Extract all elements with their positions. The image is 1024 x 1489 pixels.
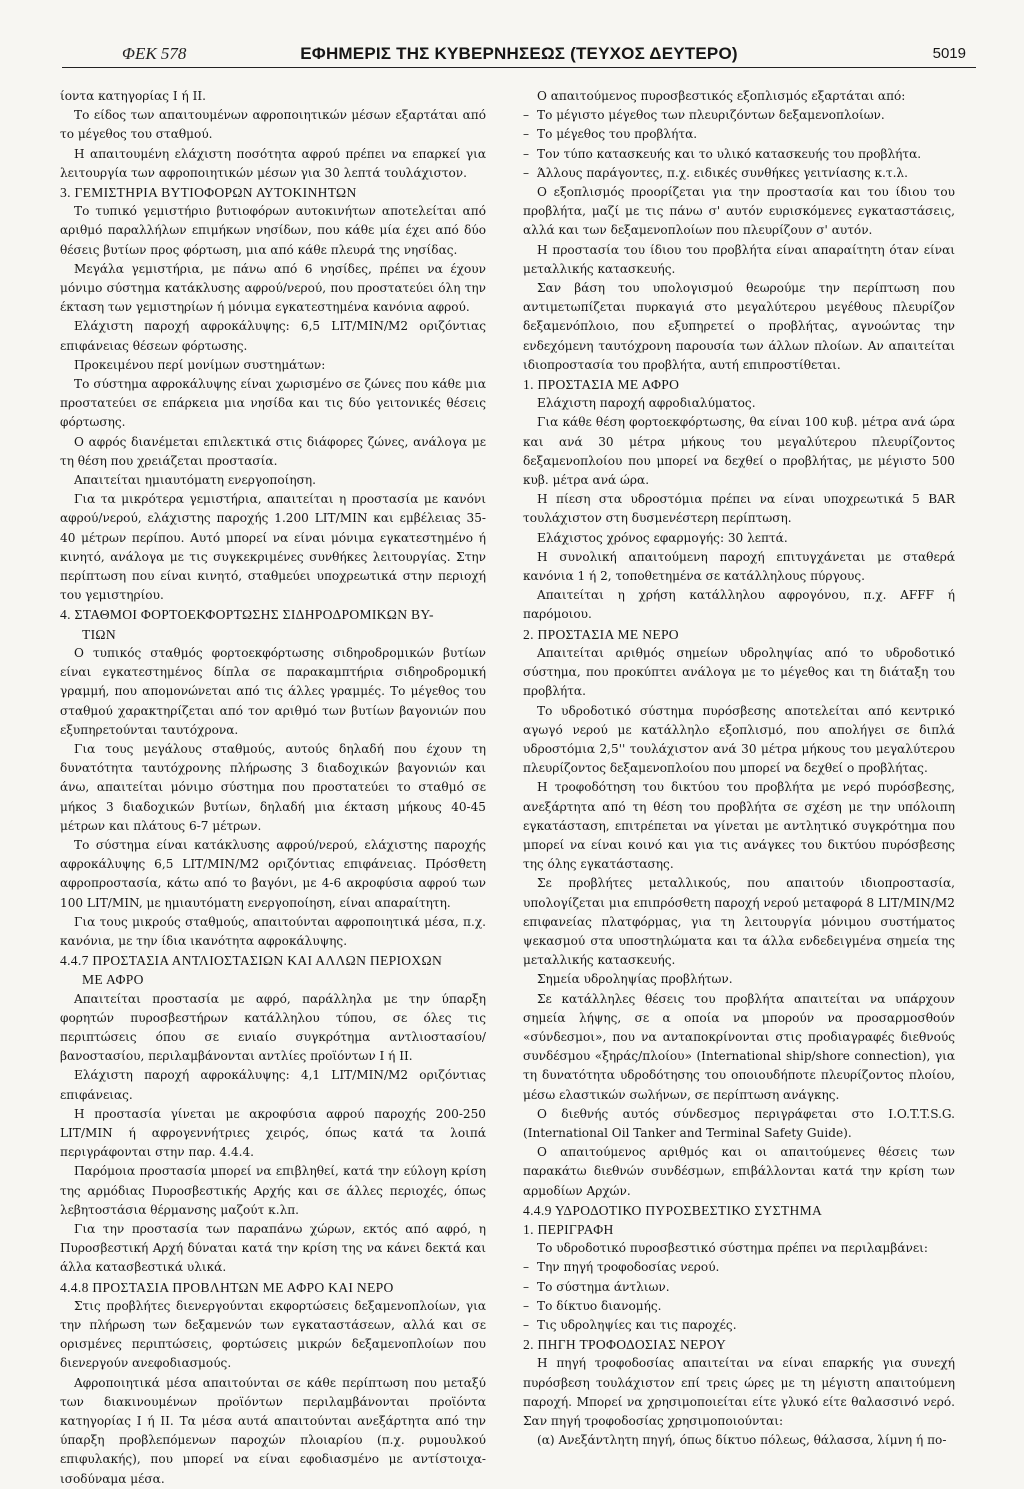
paragraph: Το τυπικό γεμιστήριο βυτιοφόρων αυτοκινήτων αποτελείται από αριθμό παραλλήλων επιμήκων νησίδων, που κάθε μία έχει από δύο θέσεις βυτίων προς φόρτωση, μια από κάθε πλευρά της νησίδας. <box>60 204 486 257</box>
list-item-text: Το μέγιστο μέγεθος των πλευριζόντων δεξαμενοπλοίων. <box>537 108 885 123</box>
paragraph: (α) Ανεξάντλητη πηγή, όπως δίκτυο πόλεως, θάλασσα, λίμνη ή πο- <box>537 1433 947 1448</box>
paragraph: Παρόμοια προστασία μπορεί να επιβληθεί, κατά την εύλογη κρίση της αρμόδιας Πυροσβεστικής Αρχής και σε άλλες περιοχές, όπως λεβητοστάσια θέρμανσης μαζούτ κ.λπ. <box>60 1164 486 1217</box>
paragraph: Η προστασία γίνεται με ακροφύσια αφρού παροχής 200-250 LIT/MIN ή αφρογεννήτριες χειρός, όπως κατά τα λοιπά περιγράφονται στην παρ. 4.4.4. <box>60 1106 486 1160</box>
paragraph: Σημεία υδροληψίας προβλήτων. <box>537 972 733 987</box>
dash-bullet: – <box>523 1279 530 1294</box>
paragraph: Το είδος των απαιτουμένων αφροποιητικών μέσων εξαρτάται από το μέγεθος του σταθμού. <box>60 108 486 142</box>
paragraph: Το σύστημα αφροκάλυψης είναι χωρισμένο σε ζώνες που κάθε μια προστατεύει σε επάρκεια μια νησίδα και τις δύο γειτονικές θέσεις φόρτωσης. <box>60 377 486 430</box>
paragraph: Σε κατάλληλες θέσεις του προβλήτα απαιτείται να υπάρχουν σημεία λήψης, σε α οποία να μπορούν να προσαρμοσθούν «σύνδεσμοι», που να ανταποκρίνονται στις προδιαγραφές διεθνούς συνδέσμου «ξηράς/πλοίου» (International ship/shore connection), για τη δυνατότητα υδροδότησης του οποιουδήποτε πλευρίζοντος πλοίου, μέσω ελαστικών σωλήνων, σε περίπτωση ανάγκης. <box>523 991 955 1102</box>
list-item <box>523 1278 955 1297</box>
list-item-text: Το σύστημα άντλιων. <box>537 1279 670 1294</box>
paragraph: Η προστασία του ίδιου του προβλήτα είναι απαραίτητη όταν είναι μεταλλικής κατασκευής. <box>523 242 955 276</box>
paragraph: Για τα μικρότερα γεμιστήρια, απαιτείται η προστασία με κανόνι αφρού/νερού, ελάχιστης παροχής 1.200 LIT/MIN και εμβέλειας 35-40 μέτρων περίπου. Αυτό μπορεί να είναι μόνιμα εγκατεστημένο ή κινητό, ανάλογα με τις συγκεκριμένες συνθήκες λειτουργίας. Στην περίπτωση που είναι κινητό, σταθμεύει υποχρεωτικά στην περιοχή του γεμιστηρίου. <box>60 492 486 603</box>
heading-line: ΤΙΩΝ <box>82 626 116 642</box>
paragraph: Ελάχιστη παροχή αφροκάλυψης: 6,5 LIT/MIN/M2 οριζόντιας επιφάνειας θέσεων φόρτωσης. <box>60 319 486 353</box>
paragraph: Ο εξοπλισμός προορίζεται για την προστασία και του ίδιου του προβλήτα, μαζί με τις πάνω σ' αυτόν ευρισκόμενες εγκαταστάσεις, αλλά και των δεξαμενοπλοίων που πλευρίζουν σ' αυτόν. <box>523 185 955 238</box>
paragraph: Ο απαιτούμενος αριθμός και οι απαιτούμενες θέσεις των παρακάτω διεθνών συνδέσμων, επιβάλλονται κατά την κρίση των αρμοδίων Αρχών. <box>523 1145 955 1198</box>
header-rule <box>62 67 976 68</box>
page-number: 5019 <box>932 45 966 62</box>
heading-line: 4. ΣΤΑΘΜΟΙ ΦΟΡΤΟΕΚΦΟΡΤΩΣΗΣ ΣΙΔΗΡΟΔΡΟΜΙΚΩΝ ΒΥ- <box>60 607 434 623</box>
dash-bullet: – <box>523 127 530 142</box>
paragraph: Ο τυπικός σταθμός φορτοεκφόρτωσης σιδηροδρομικών βυτίων είναι εγκατεστημένος δίπλα σε παρακαμπτήρια σιδηροδρομική γραμμή, που απομονώνεται από τις άλλες γραμμές. Το μέγεθος του σταθμού χαρακτηρίζεται από τον αριθμό των βυτίων βαγονιών που εξυπηρετούνται ταυτόχρονα. <box>60 645 486 737</box>
dash-bullet: – <box>523 165 530 180</box>
list-item <box>523 1258 955 1277</box>
paragraph: Μεγάλα γεμιστήρια, με πάνω από 6 νησίδες, πρέπει να έχουν μόνιμο σύστημα κατάκλυσης αφρού/νερού, που προστατεύει όλη την έκταση των γεμιστηρίων ή μόνιμα εγκατεστημένα κανόνια αφρού. <box>60 261 486 315</box>
list-item-text: Την πηγή τροφοδοσίας νερού. <box>537 1260 720 1275</box>
dash-bullet: – <box>523 1298 530 1313</box>
paragraph: Ο διεθνής αυτός σύνδεσμος περιγράφεται στο I.O.T.T.S.G. (International Oil Tanker and Terminal Safety Guide). <box>523 1106 955 1140</box>
paragraph: Η απαιτουμένη ελάχιστη ποσότητα αφρού πρέπει να επαρκεί για λειτουργία των αφροποιητικών μέσων για 30 λεπτά τουλάχιστον. <box>60 146 486 180</box>
paragraph: Στις προβλήτες διενεργούνται εκφορτώσεις δεξαμενοπλοίων, για την πλήρωση των δεξαμενών των εγκαταστάσεων, αλλά και σε ορισμένες περιπτώσεις, φορτώσεις μικρών δεξαμενοπλοίων που διενεργούν ανεφοδιασμούς. <box>60 1298 486 1371</box>
list-item <box>523 145 955 164</box>
paragraph: Η τροφοδότηση του δικτύου του προβλήτα με νερό πυρόσβεσης, ανεξάρτητα από τη θέση του προβλήτα σε σχέση με την υπόλοιπη εγκατάσταση, επιτρέπεται να γίνεται με αντλητικό συγκρότημα που μπορεί να είναι κοινό και για τις ανάγκες του δικτύου πυρόσβεσης της όλης εγκατάστασης. <box>523 780 955 872</box>
dash-bullet: – <box>523 108 530 123</box>
paragraph: Ελάχιστη παροχή αφροκάλυψης: 4,1 LIT/MIN/M2 οριζόντιας επιφάνειας. <box>60 1068 486 1102</box>
section-heading: 1. ΠΕΡΙΓΡΑΦΗ <box>523 1221 614 1237</box>
handwritten-code: ΦΕΚ 578 <box>122 44 187 63</box>
dash-bullet: – <box>523 146 530 161</box>
section-heading: 2. ΠΗΓΗ ΤΡΟΦΟΔΟΣΙΑΣ ΝΕΡΟΥ <box>523 1337 727 1353</box>
paragraph: Το σύστημα είναι κατάκλυσης αφρού/νερού, ελάχιστης παροχής αφροκάλυψης 6,5 LIT/MIN/M2 οριζόντιας επιφάνειας. Πρόσθετη αφροπροστασία, κάτω από το βαγόνι, με 4-6 ακροφύσια αφρού των 100 LIT/MIN, με ημιαυτόματη ενεργοποίηση, είναι απαραίτητη. <box>60 837 486 910</box>
heading-line: ΜΕ ΑΦΡΟ <box>82 972 144 988</box>
paragraph: Ελάχιστη παροχή αφροδιαλύματος. <box>537 396 756 411</box>
list-item-text: Άλλους παράγοντες, π.χ. ειδικές συνθήκες γειτνίασης κ.τ.λ. <box>537 165 908 180</box>
gazette-title: ΕΦΗΜΕΡΙΣ ΤΗΣ ΚΥΒΕΡΝΗΣΕΩΣ (ΤΕΥΧΟΣ ΔΕΥΤΕΡΟ) <box>300 44 738 63</box>
section-heading: 3. ΓΕΜΙΣΤΗΡΙΑ ΒΥΤΙΟΦΟΡΩΝ ΑΥΤΟΚΙΝΗΤΩΝ <box>60 185 357 201</box>
paragraph: Ο αφρός διανέμεται επιλεκτικά στις διάφορες ζώνες, ανάλογα με τη θέση που χρειάζεται προστασία. <box>60 434 486 468</box>
list-item-text: Το μέγεθος του προβλήτα. <box>537 127 698 142</box>
paragraph: Σαν βάση του υπολογισμού θεωρούμε την περίπτωση που αντιμετωπίζεται πυρκαγιά στο μεγαλύτερου μεγέθους πλευρίζον δεξαμενόπλοιο, που εξυπηρετεί ο προβλήτας, αγνοώντας την ενδεχόμενη ταυτόχρονη παρουσία των άλλων πλοίων. Αν απαιτείται ιδιοπροστασία του προβλήτα, αυτή επιπροστίθεται. <box>523 281 955 372</box>
paragraph: Για τους μεγάλους σταθμούς, αυτούς δηλαδή που έχουν τη δυνατότητα ταυτόχρονης πλήρωσης 3 διαδοχικών βαγονιών και άνω, απαιτείται μόνιμο σύστημα που προστατεύει το σταθμό σε μήκος 3 διαδοχικών βυτίων, δηλαδή μια έκταση μήκους 40-45 μέτρων και πλάτους 6-7 μέτρων. <box>60 741 486 833</box>
list-item-text: Τις υδροληψίες και τις παροχές. <box>537 1318 737 1332</box>
paragraph: Ο απαιτούμενος πυροσβεστικός εξοπλισμός εξαρτάται από: <box>537 89 906 103</box>
list-item-text: Το δίκτυο διανομής. <box>537 1298 662 1313</box>
list-item <box>523 106 955 125</box>
list-item <box>523 164 955 183</box>
page-header <box>62 36 976 66</box>
paragraph: Για την προστασία των παραπάνω χώρων, εκτός από αφρό, η Πυροσβεστική Αρχή δύναται κατά την κρίση της να κάνει δεκτά και άλλα κατασβεστικά υλικά. <box>60 1221 486 1275</box>
left-column <box>60 87 486 1489</box>
paragraph: Απαιτείται ημιαυτόματη ενεργοποίηση. <box>74 473 316 488</box>
paragraph: Η πίεση στα υδροστόμια πρέπει να είναι υποχρεωτικά 5 BAR τουλάχιστον στη δυσμενέστερη περίπτωση. <box>523 492 955 526</box>
paragraph: Προκειμένου περί μονίμων συστημάτων: <box>74 357 326 372</box>
paragraph: Ελάχιστος χρόνος εφαρμογής: 30 λεπτά. <box>537 530 788 545</box>
list-item <box>523 1297 955 1316</box>
heading-line: 4.4.7 ΠΡΟΣΤΑΣΙΑ ΑΝΤΛΙΟΣΤΑΣΙΩΝ ΚΑΙ ΑΛΛΩΝ ΠΕΡΙΟΧΩΝ <box>60 953 443 969</box>
section-heading <box>60 951 486 989</box>
paragraph: Η συνολική απαιτούμενη παροχή επιτυγχάνεται με σταθερά κανόνια 1 ή 2, τοποθετημένα σε κατάλληλους πύργους. <box>523 549 955 584</box>
section-heading: 1. ΠΡΟΣΤΑΣΙΑ ΜΕ ΑΦΡΟ <box>523 377 680 393</box>
dash-bullet: – <box>523 1318 530 1332</box>
paragraph: Απαιτείται προστασία με αφρό, παράλληλα με την ύπαρξη φορητών πυροσβεστήρων κατάλληλου τύπου, σε όλες τις περιπτώσεις όπου σε ενιαίο συγκρότημα αντλιοστασίου/βανοστασίου, περιλαμβάνονται αντλίες προϊόντων I ή II. <box>60 991 486 1064</box>
list-item-text: Τον τύπο κατασκευής και το υλικό κατασκευής του προβλήτα. <box>537 146 922 161</box>
paragraph: Αφροποιητικά μέσα απαιτούνται σε κάθε περίπτωση που μεταξύ των διακινουμένων προϊόντων περιλαμβάνονται προϊόντα κατηγορίας I ή II. Τα μέσα αυτά απαιτούνται ανεξάρτητα από την ύπαρξη προβλεπόμενων παροχών πλοιαρίου (π.χ. ρυμουλκού επιφυλακής), που μπορεί να είναι εφοδιασμένο με αντίστοιχα-ισοδύναμα μέσα. <box>60 1375 486 1486</box>
paragraph: Για κάθε θέση φορτοεκφόρτωσης, θα είναι 100 κυβ. μέτρα ανά ώρα και ανά 30 μέτρα μήκους του μεγαλύτερου πλευρίζοντος δεξαμενοπλοίου που μπορεί να δεχθεί ο προβλήτας, με μέγιστο 500 κυβ. μέτρα ανά ώρα. <box>523 415 955 488</box>
dash-bullet: – <box>523 1260 530 1275</box>
section-heading: 2. ΠΡΟΣΤΑΣΙΑ ΜΕ ΝΕΡΟ <box>523 626 679 642</box>
section-heading <box>60 605 486 643</box>
list-item <box>523 1316 955 1335</box>
section-heading: 4.4.9 ΥΔΡΟΔΟΤΙΚΟ ΠΥΡΟΣΒΕΣΤΙΚΟ ΣΥΣΤΗΜΑ <box>523 1202 823 1218</box>
paragraph: Απαιτείται αριθμός σημείων υδροληψίας από το υδροδοτικό σύστημα, που προκύπτει ανάλογα με το μέγεθος και τη διάταξη του προβλήτα. <box>523 645 955 699</box>
paragraph: Για τους μικρούς σταθμούς, απαιτούνται αφροποιητικά μέσα, π.χ. κανόνια, με την ίδια ικανότητα αφροκάλυψης. <box>60 914 486 948</box>
paragraph: Απαιτείται η χρήση κατάλληλου αφρογόνου, π.χ. AFFF ή παρόμοιου. <box>523 588 955 622</box>
paragraph: Το υδροδοτικό σύστημα πυρόσβεσης αποτελείται από κεντρικό αγωγό νερού με κατάλληλο εξοπλισμό, που απολήγει σε διπλά υδροστόμια 2,5'' τουλάχιστον ανά 30 μέτρα μήκους του μεγαλύτερου πλευρίζοντος δεξαμενοπλοίου που μπορεί να δεχθεί ο προβλήτας. <box>523 703 955 776</box>
section-heading: 4.4.8 ΠΡΟΣΤΑΣΙΑ ΠΡΟΒΛΗΤΩΝ ΜΕ ΑΦΡΟ ΚΑΙ ΝΕΡΟ <box>60 1279 394 1295</box>
paragraph: ίοντα κατηγορίας I ή II. <box>60 89 206 103</box>
paragraph: Σε προβλήτες μεταλλικούς, που απαιτούν ιδιοπροστασία, υπολογίζεται μια επιπρόσθετη παροχή νερού μεταφορά 8 LIT/MIN/M2 επιφανείας πλατφόρμας, για τη λειτουργία μόνιμου συστήματος ψεκασμού στα υποστηλώματα και τα άλλα ενδεδειγμένα σημεία της μεταλλικής κατασκευής. <box>523 876 955 968</box>
paragraph: Το υδροδοτικό πυροσβεστικό σύστημα πρέπει να περιλαμβάνει: <box>537 1241 928 1256</box>
right-column <box>523 87 955 1450</box>
paragraph: Η πηγή τροφοδοσίας απαιτείται να είναι επαρκής για συνεχή πυρόσβεση τουλάχιστον επί τρεις ώρες με τη μέγιστη απαιτούμενη παροχή. Μπορεί να χρησιμοποιείται είτε γλυκό είτε θαλασσινό νερό. Σαν πηγή τροφοδοσίας χρησιμοποιούνται: <box>523 1356 955 1429</box>
list-item <box>523 125 955 144</box>
